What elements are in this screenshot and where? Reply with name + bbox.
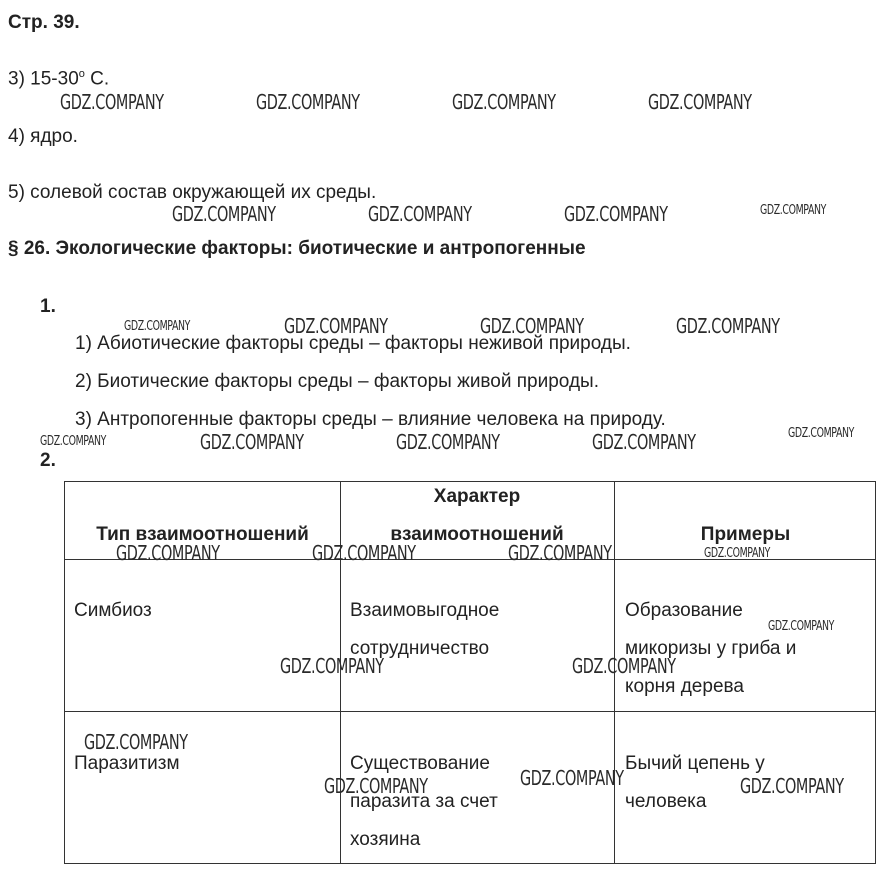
row1-example-3: корня дерева: [625, 676, 744, 697]
row2-type: Паразитизм: [74, 753, 180, 774]
task1-item-3: 3) Антропогенные факторы среды – влияние человека на природу.: [75, 409, 666, 430]
watermark: GDZ.COMPANY: [312, 541, 416, 565]
row1-character-1: Взаимовыгодное: [350, 600, 500, 621]
watermark: GDZ.COMPANY: [480, 314, 584, 338]
relations-table: [64, 481, 876, 864]
row2-character-2: паразита за счет: [350, 791, 498, 812]
watermark: GDZ.COMPANY: [396, 430, 500, 454]
watermark: GDZ.COMPANY: [256, 90, 360, 114]
header-character-line1: Характер: [433, 486, 521, 507]
watermark: GDZ.COMPANY: [704, 546, 771, 561]
row1-example-2: микоризы у гриба и: [625, 638, 797, 659]
page-label: Стр. 39.: [8, 12, 80, 33]
watermark: GDZ.COMPANY: [676, 314, 780, 338]
watermark: GDZ.COMPANY: [760, 203, 827, 218]
row1-example-1: Образование: [625, 600, 743, 621]
header-character-line2: взаимоотношений: [390, 524, 564, 545]
row2-character-3: хозяина: [350, 829, 421, 850]
task1-item-1: 1) Абиотические факторы среды – факторы неживой природы.: [75, 333, 631, 354]
answer-3-tail: С.: [84, 68, 110, 90]
row2-example-1: Бычий цепень у: [625, 753, 765, 774]
watermark: GDZ.COMPANY: [520, 766, 624, 790]
watermark: GDZ.COMPANY: [452, 90, 556, 114]
answer-4: 4) ядро.: [8, 126, 78, 147]
row2-example-2: человека: [625, 791, 707, 812]
task1-item-2: 2) Биотические факторы среды – факторы живой природы.: [75, 371, 599, 392]
watermark: GDZ.COMPANY: [84, 730, 188, 754]
watermark: GDZ.COMPANY: [116, 541, 220, 565]
row2-character-1: Существование: [350, 753, 490, 774]
watermark: GDZ.COMPANY: [572, 654, 676, 678]
watermark: GDZ.COMPANY: [740, 774, 844, 798]
header-examples: Примеры: [700, 524, 791, 545]
watermark: GDZ.COMPANY: [788, 426, 855, 441]
watermark: GDZ.COMPANY: [368, 202, 472, 226]
table-row-divider-2: [65, 711, 875, 712]
row1-type: Симбиоз: [74, 600, 152, 621]
task2-number: 2.: [40, 450, 56, 471]
answer-5: 5) солевой состав окружающей их среды.: [8, 182, 377, 203]
watermark: GDZ.COMPANY: [768, 619, 835, 634]
watermark: GDZ.COMPANY: [280, 654, 384, 678]
watermark: GDZ.COMPANY: [200, 430, 304, 454]
watermark: GDZ.COMPANY: [592, 430, 696, 454]
watermark: GDZ.COMPANY: [324, 774, 428, 798]
row1-character-2: сотрудничество: [350, 638, 490, 659]
answer-3: [8, 68, 109, 90]
task1-number: 1.: [40, 296, 56, 317]
header-type: Тип взаимоотношений: [96, 524, 309, 545]
watermark: GDZ.COMPANY: [60, 90, 164, 114]
watermark: GDZ.COMPANY: [284, 314, 388, 338]
watermark: GDZ.COMPANY: [508, 541, 612, 565]
watermark: GDZ.COMPANY: [648, 90, 752, 114]
watermark: GDZ.COMPANY: [564, 202, 668, 226]
answer-3-text: 3) 15-30: [8, 68, 79, 90]
watermark: GDZ.COMPANY: [40, 434, 107, 449]
watermark: GDZ.COMPANY: [124, 319, 191, 334]
section-title: § 26. Экологические факторы: биотические и антропогенные: [8, 238, 586, 259]
degree-sup: o: [78, 68, 85, 80]
watermark: GDZ.COMPANY: [172, 202, 276, 226]
